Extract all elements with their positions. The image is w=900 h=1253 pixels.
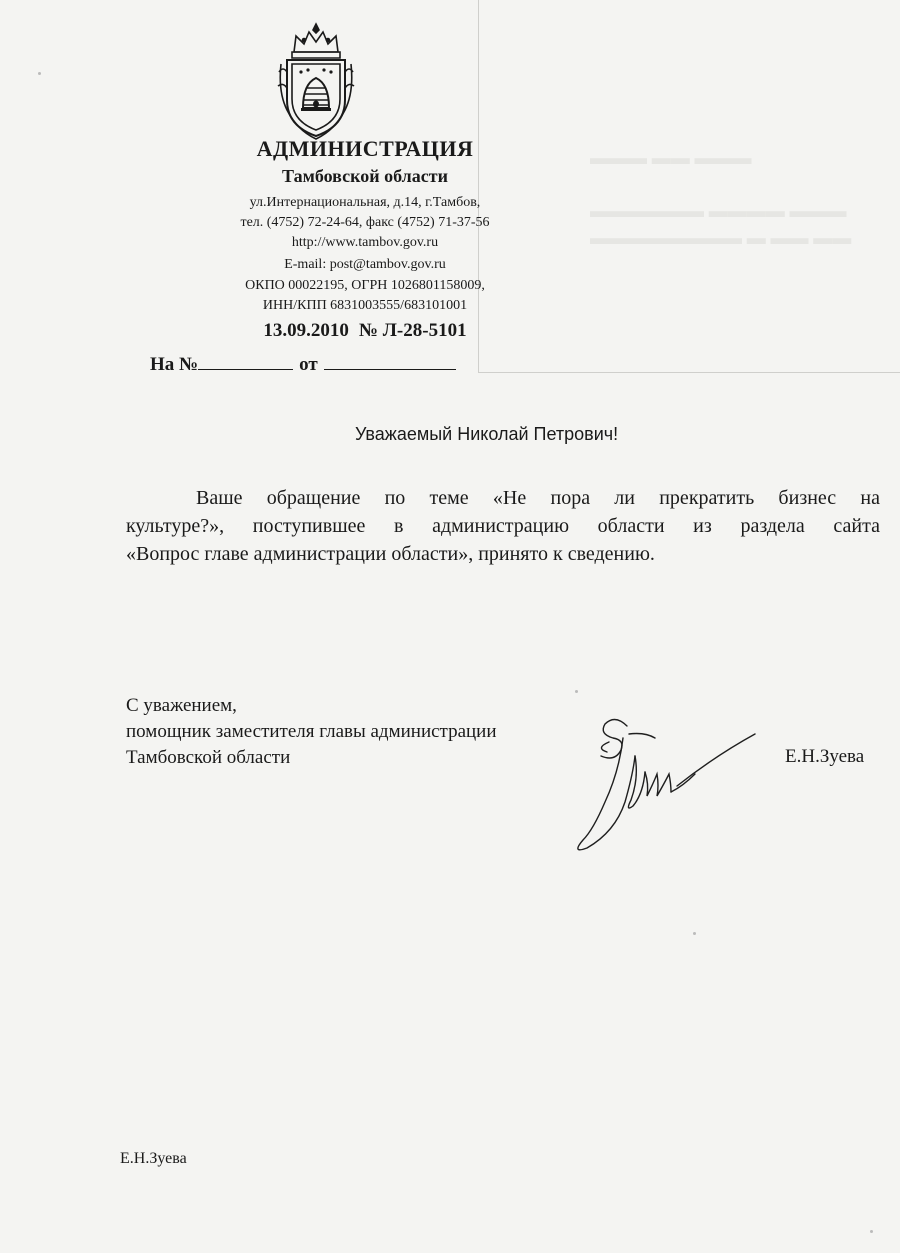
on-no-label: На №	[150, 354, 199, 375]
org-address: ул.Интернациональная, д.14, г.Тамбов,	[249, 195, 481, 210]
org-website: http://www.tambov.gov.ru	[291, 235, 439, 250]
org-email: E-mail: post@tambov.gov.ru	[284, 257, 446, 272]
bleed-through-2: ▬▬▬▬▬▬ ▬▬▬▬ ▬▬▬	[590, 201, 847, 222]
scan-speck	[38, 72, 41, 75]
on-no-blank	[198, 353, 293, 370]
from-blank	[324, 353, 456, 370]
greeting: Уважаемый Николай Петрович!	[355, 424, 619, 444]
signer-name: Е.Н.Зуева	[785, 746, 865, 767]
org-codes-2: ИНН/КПП 6831003555/683101001	[262, 298, 468, 313]
fold-line-horizontal	[478, 372, 900, 373]
number-label: №	[358, 320, 379, 341]
executor-name: Е.Н.Зуева	[120, 1150, 187, 1167]
from-label: от	[299, 354, 318, 375]
bleed-through-1: ▬▬▬ ▬▬ ▬▬▬	[590, 148, 752, 169]
coat-of-arms-icon	[277, 22, 355, 140]
org-codes-1: ОКПО 00022195, ОГРН 1026801158009,	[245, 278, 485, 293]
scan-speck	[870, 1230, 873, 1233]
org-title: АДМИНИСТРАЦИЯ	[256, 136, 474, 161]
incoming-reference	[150, 353, 456, 376]
closing-regards: С уважением,	[126, 695, 237, 716]
body-line-1: Ваше обращение по теме «Не пора ли прекратить бизнес на	[196, 487, 880, 509]
org-phone-fax: тел. (4752) 72-24-64, факс (4752) 71-37-56	[240, 215, 490, 230]
outgoing-reference	[130, 320, 600, 342]
org-region: Тамбовской области	[282, 166, 448, 186]
signer-position-1: помощник заместителя главы администрации	[126, 721, 497, 742]
body-line-2: культуре?», поступившее в администрацию области из раздела сайта	[126, 515, 880, 537]
signer-position-2: Тамбовской области	[126, 747, 291, 768]
letter-date: 13.09.2010	[263, 320, 349, 341]
handwritten-signature	[565, 712, 765, 862]
scan-speck	[693, 932, 696, 935]
scan-speck	[575, 690, 578, 693]
letter-number: Л-28-5101	[382, 320, 467, 341]
body-line-3: «Вопрос главе администрации области», принято к сведению.	[126, 543, 655, 565]
bleed-through-3: ▬▬▬▬▬▬▬▬ ▬ ▬▬ ▬▬	[590, 228, 852, 249]
